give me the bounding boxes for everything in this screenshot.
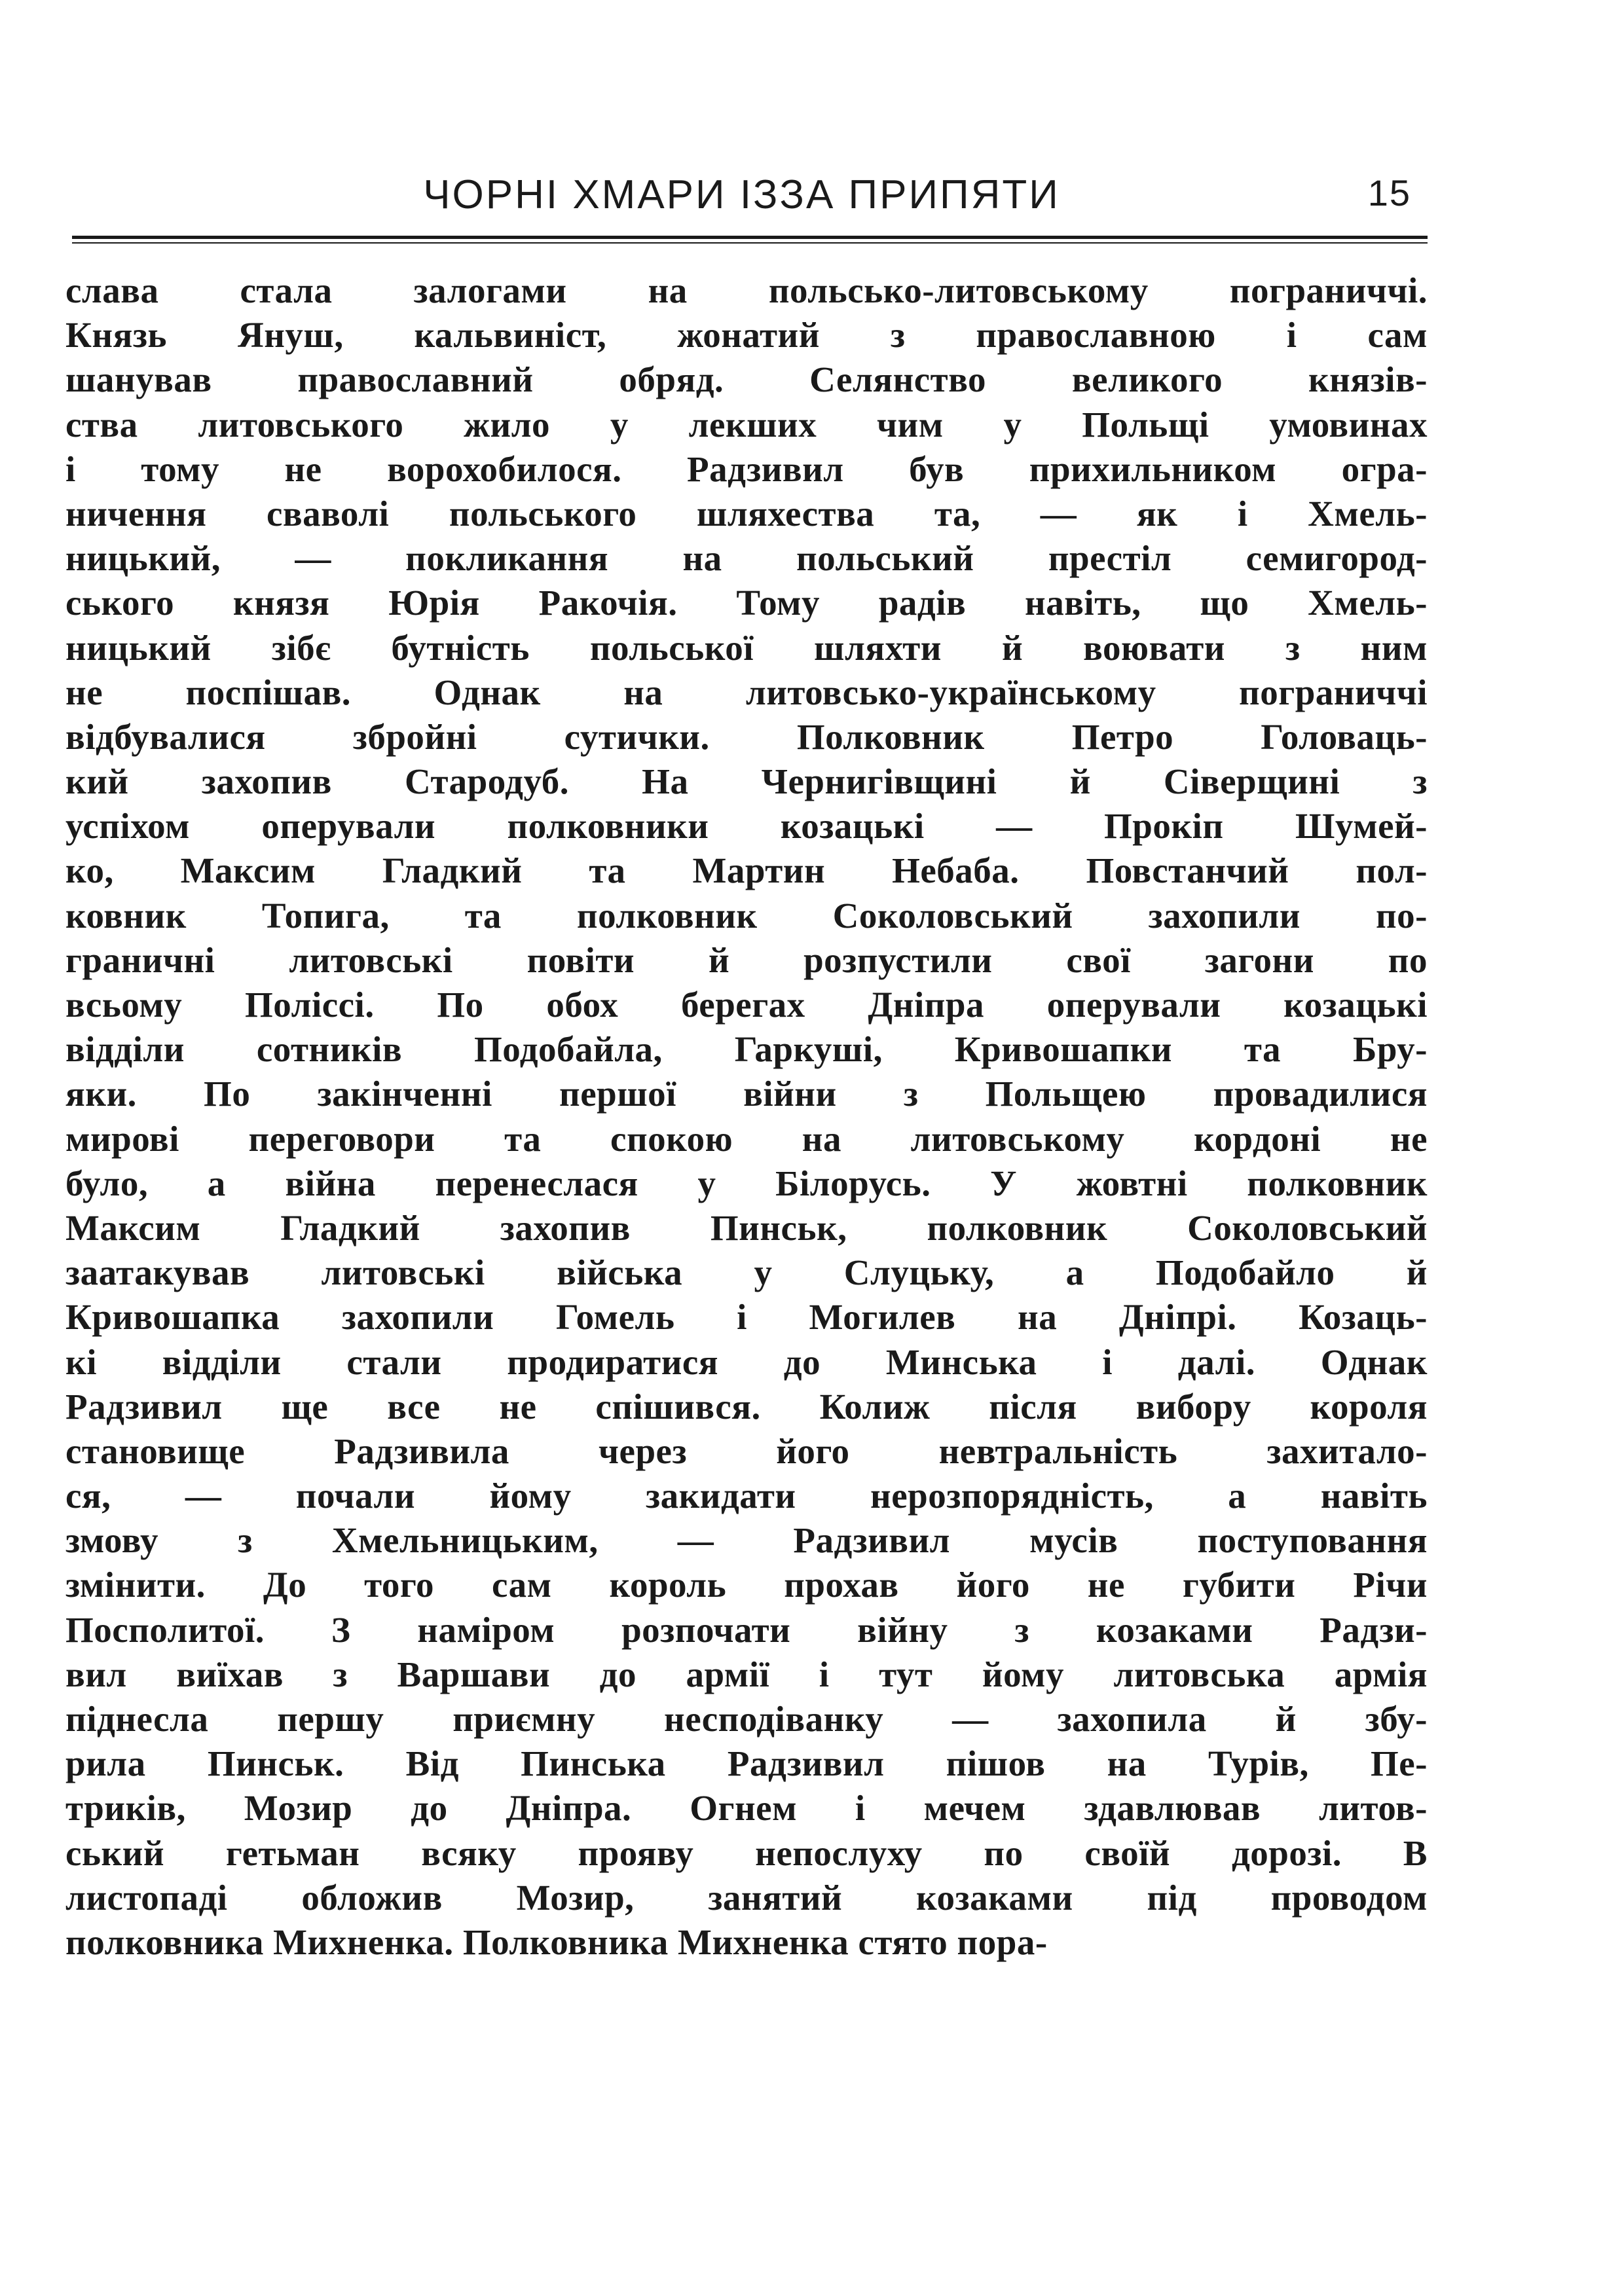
- body-line: ницький, — покликання на польський престіл семигород-: [65, 538, 1428, 579]
- body-line: відбувалися збройні сутички. Полковник Петро Головаць-: [65, 716, 1428, 757]
- header-rule-thin: [72, 242, 1428, 244]
- body-line: ко, Максим Гладкий та Мартин Небаба. Повстанчий пол-: [65, 850, 1428, 891]
- body-line: граничні литовські повіти й розпустили свої загони по: [65, 939, 1428, 980]
- page-number: 15: [1367, 172, 1411, 213]
- body-line: Посполитої. З наміром розпочати війну з козаками Радзи-: [65, 1609, 1428, 1650]
- body-line: піднесла першу приємну несподіванку — захопила й збу-: [65, 1699, 1428, 1739]
- body-line: змову з Хмельницьким, — Радзивил мусів поступовання: [65, 1520, 1428, 1561]
- body-line: полковника Михненка. Полковника Михненка стято пора-: [65, 1922, 1048, 1962]
- body-line: відділи сотників Подобайла, Гаркуші, Кривошапки та Бру-: [65, 1029, 1428, 1070]
- body-line: було, а війна перенеслася у Білорусь. У жовтні полковник: [65, 1163, 1428, 1203]
- body-line: успіхом оперували полковники козацькі — Прокіп Шумей-: [65, 806, 1428, 847]
- body-text: [65, 268, 1428, 1965]
- body-line: ковник Топига, та полковник Соколовський захопили по-: [65, 895, 1428, 936]
- body-line: не поспішав. Однак на литовсько-українському пограниччі: [65, 672, 1428, 712]
- body-line: вил виїхав з Варшави до армії і тут йому литовська армія: [65, 1654, 1428, 1694]
- body-line: Кривошапка захопили Гомель і Могилев на Дніпрі. Козаць-: [65, 1297, 1428, 1338]
- page-header: [72, 167, 1411, 232]
- body-line: рила Пинськ. Від Пинська Радзивил пішов на Турів, Пе-: [65, 1743, 1428, 1784]
- body-line: Князь Януш, кальвиніст, жонатий з православною і сам: [65, 315, 1428, 355]
- body-line: і тому не ворохобилося. Радзивил був прихильником огра-: [65, 448, 1428, 489]
- body-line: мирові переговори та спокою на литовському кордоні не: [65, 1118, 1428, 1159]
- body-line: змінити. До того сам король прохав його не губити Річи: [65, 1565, 1428, 1605]
- body-line: листопаді обложив Мозир, занятий козаками під проводом: [65, 1877, 1428, 1918]
- body-line: Максим Гладкий захопив Пинськ, полковник Соколовський: [65, 1207, 1428, 1248]
- body-line: ся, — почали йому закидати нерозпорядність, а навіть: [65, 1476, 1428, 1516]
- body-line: ства литовського жило у лекших чим у Польщі умовинах: [65, 404, 1428, 445]
- body-line: яки. По закінченні першої війни з Польщею провадилися: [65, 1074, 1428, 1114]
- body-line: слава стала залогами на польсько-литовському пограниччі.: [65, 270, 1428, 310]
- body-line: становище Радзивила через його невтральність захитало-: [65, 1430, 1428, 1471]
- body-line: ницький зібє бутність польської шляхти й воювати з ним: [65, 627, 1428, 668]
- header-rule-thick: [72, 236, 1428, 239]
- body-line: триків, Мозир до Дніпра. Огнем і мечем здавлював литов-: [65, 1788, 1428, 1829]
- body-line: Радзивил ще все не спішився. Колиж після вибору короля: [65, 1386, 1428, 1427]
- header-double-rule: [72, 236, 1428, 245]
- body-line: шанував православний обряд. Селянство великого князів-: [65, 359, 1428, 400]
- running-title: ЧОРНІ ХМАРИ ІЗЗА ПРИПЯТИ: [423, 172, 1060, 217]
- body-line: кі відділи стали продиратися до Минська і далі. Однак: [65, 1341, 1428, 1382]
- body-line: всьому Поліссі. По обох берегах Дніпра оперували козацькі: [65, 985, 1428, 1025]
- body-line: ського князя Юрія Ракочія. Тому радів навіть, що Хмель-: [65, 583, 1428, 623]
- body-line: ничення сваволі польського шляхества та, — як і Хмель-: [65, 493, 1428, 534]
- body-line: кий захопив Стародуб. На Чернигівщині й Сіверщині з: [65, 761, 1428, 802]
- body-line: ський гетьман всяку прояву непослуху по своїй дорозі. В: [65, 1832, 1428, 1873]
- body-line: заатакував литовські війська у Слуцьку, а Подобайло й: [65, 1252, 1428, 1293]
